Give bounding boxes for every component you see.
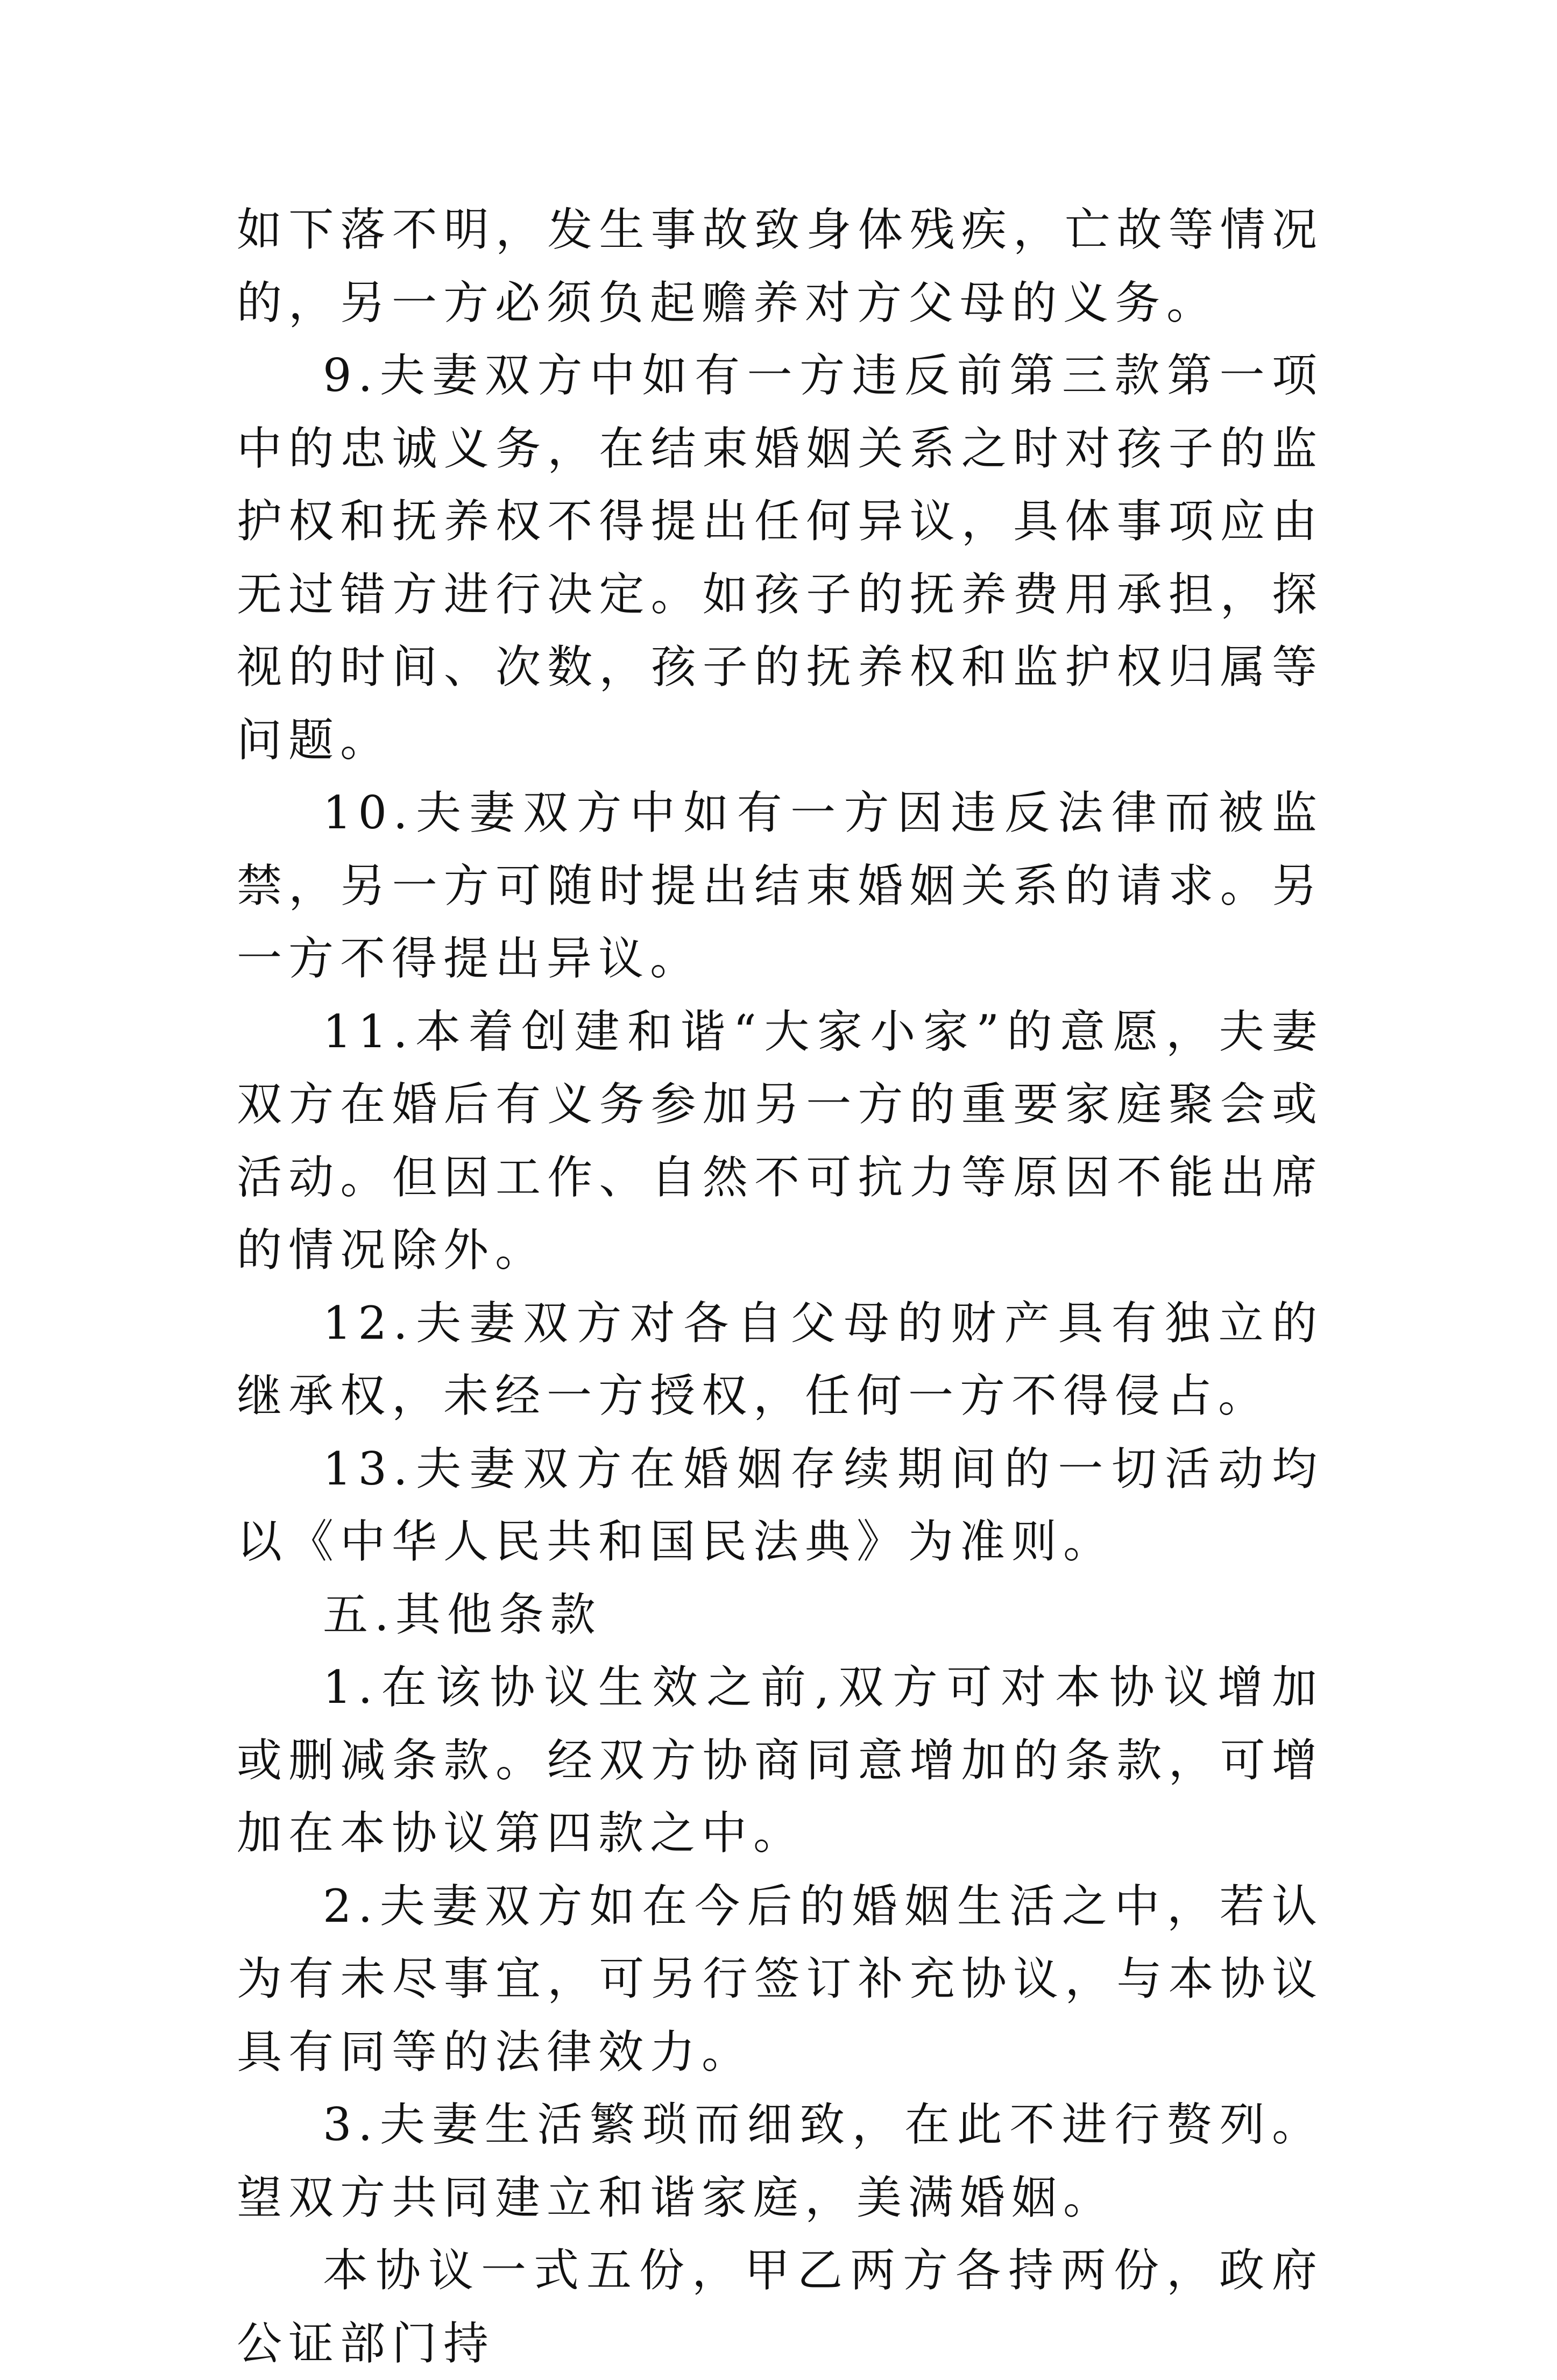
paragraph-clause-9: 9.夫妻双方中如有一方违反前第三款第一项中的忠诚义务，在结束婚姻关系之时对孩子的监护权和抚养权不得提出任何异议，具体事项应由无过错方进行决定。如孩子的抚养费用承担，探视的时间、次数，孩子的抚养权和监护权归属等问题。 bbox=[237, 349, 1324, 766]
document-body bbox=[237, 194, 1324, 2380]
paragraph-clause-11: 11.本着创建和谐“大家小家”的意愿，夫妻双方在婚后有义务参加另一方的重要家庭聚会或活动。但因工作、自然不可抗力等原因不能出席的情况除外。 bbox=[237, 1005, 1324, 1276]
paragraph-clause-12: 12.夫妻双方对各自父母的财产具有独立的继承权，未经一方授权，任何一方不得侵占。 bbox=[237, 1296, 1324, 1422]
paragraph-other-2: 2.夫妻双方如在今后的婚姻生活之中，若认为有未尽事宜，可另行签订补充协议，与本协议具有同等的法律效力。 bbox=[237, 1879, 1324, 2078]
paragraph-continuation: 如下落不明，发生事故致身体残疾，亡故等情况的，另一方必须负起赡养对方父母的义务。 bbox=[237, 203, 1324, 329]
paragraph-other-1: 1.在该协议生效之前,双方可对本协议增加或删减条款。经双方协商同意增加的条款，可增加在本协议第四款之中。 bbox=[237, 1661, 1324, 1859]
paragraph-clause-10: 10.夫妻双方中如有一方因违反法律而被监禁，另一方可随时提出结束婚姻关系的请求。另一方不得提出异议。 bbox=[237, 786, 1324, 985]
section-heading-other-terms: 五.其他条款 bbox=[323, 1588, 602, 1641]
paragraph-clause-13: 13.夫妻双方在婚姻存续期间的一切活动均以《中华人民共和国民法典》为准则。 bbox=[237, 1442, 1324, 1568]
paragraph-other-3: 3.夫妻生活繁琐而细致，在此不进行赘列。望双方共同建立和谐家庭，美满婚姻。 bbox=[237, 2098, 1324, 2224]
paragraph-copies: 本协议一式五份，甲乙两方各持两份，政府公证部门持 bbox=[237, 2244, 1324, 2370]
